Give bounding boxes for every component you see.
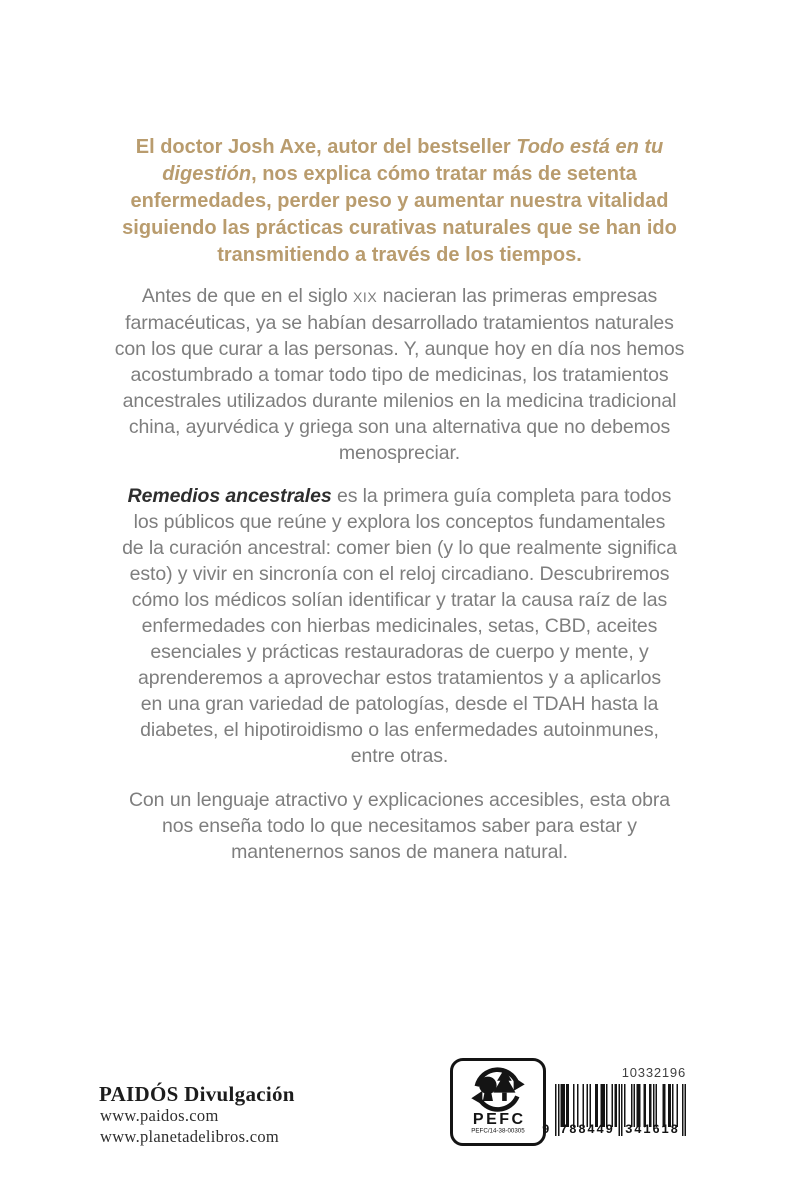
publisher-urls <box>100 1106 279 1147</box>
barcode-isbn-digits <box>543 1123 686 1138</box>
isbn-digit-lead: 9 <box>542 1123 550 1137</box>
url-paidos: www.paidos.com <box>100 1106 219 1125</box>
pefc-logo <box>450 1058 546 1146</box>
isbn-digit-group1: 788449 <box>560 1123 615 1137</box>
blurb-paragraph-description: Remedios ancestrales es la primera guía completa para todos los públicos que reúne y explora los conceptos fundamentales de la curación ancestral: comer bien (y lo que realmente significa esto) y vivir en sincronía con el reloj circadiano. Descubriremos cómo los médicos solían identificar y tratar la causa raíz de las enfermedades con hierbas medicinales, setas, CBD, aceites esenciales y prácticas restauradoras de cuerpo y mente, y aprenderemos a aprovechar estos tratamientos y a aplicarlos en una gran variedad de patologías, desde el TDAH hasta la diabetes, el hipotiroidismo o las enfermedades autoinmunes, entre otras. <box>122 485 677 767</box>
blurb-paragraph-intro: El doctor Josh Axe, autor del bestseller Todo está en tu digestión, nos explica cómo tratar más de setenta enfermedades, perder peso y aumentar nuestra vitalidad siguiendo las prácticas curativas naturales que se han ido transmitiendo a través de los tiempos. <box>122 136 677 266</box>
back-cover-blurb <box>0 134 799 865</box>
pefc-label: PEFC <box>472 1111 526 1128</box>
pefc-trees-icon <box>469 1066 527 1112</box>
pefc-code: PEFC/14-38-00305 <box>471 1127 525 1135</box>
barcode <box>543 1064 686 1144</box>
blurb-paragraph-closing: Con un lenguaje atractivo y explicaciones accesibles, esta obra nos enseña todo lo que necesitamos saber para estar y mantenernos sanos de manera natural. <box>128 789 671 863</box>
blurb-paragraph-context: Antes de que en el siglo XIX nacieran las primeras empresas farmacéuticas, ya se habían desarrollado tratamientos naturales con los que curar a las personas. Y, aunque hoy en día nos hemos acostumbrado a tomar todo tipo de medicinas, los tratamientos ancestrales utilizados durante milenios en la medicina tradicional china, ayurvédica y griega son una alternativa que no debemos menospreciar. <box>114 285 685 464</box>
isbn-digit-group2: 341618 <box>625 1123 680 1137</box>
publisher-imprint: PAIDÓS Divulgación <box>99 1082 295 1106</box>
url-planetadelibros: www.planetadelibros.com <box>100 1126 280 1146</box>
barcode-product-number: 10332196 <box>621 1065 686 1080</box>
